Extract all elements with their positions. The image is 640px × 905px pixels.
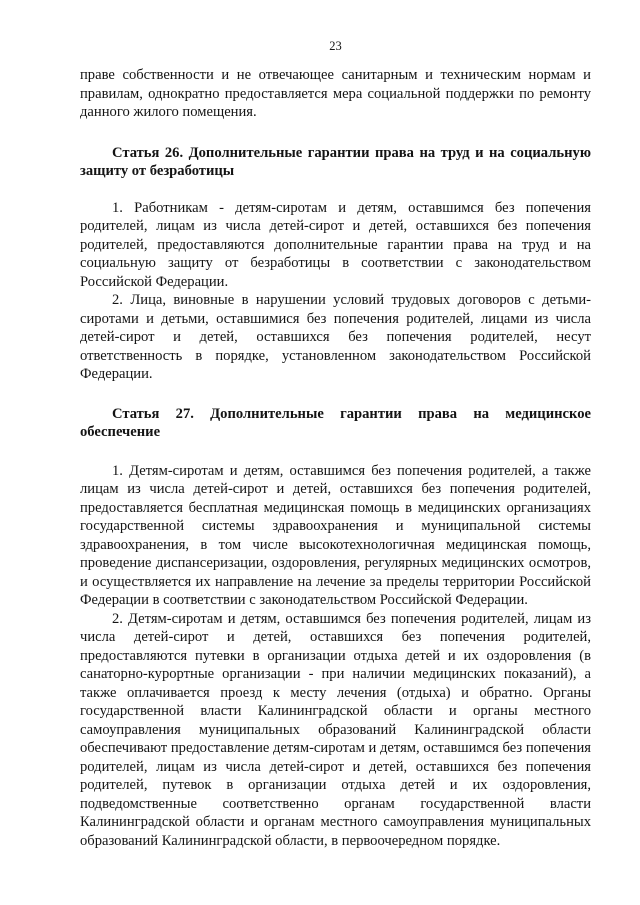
article-27-heading: Статья 27. Дополнительные гарантии права на медицинское обеспечение xyxy=(80,405,591,440)
article-27-item-2: 2. Детям-сиротам и детям, оставшимся без попечения родителей, лицам из числа детей-сирот и детей, оставшихся без попечения родителей, предоставляются путевки в организации отдыха детей и их оздоровления (в санаторно-курортные организации - при наличии медицинских показаний), а также оплачивается проезд к месту лечения (отдыха) и обратно. Органы государственной власти Калининградской области и органы местного самоуправления муниципальных образований Калининградской области обеспечивают предоставление детям-сиротам и детям, оставшимся без попечения родителей, лицам из числа детей-сирот и детей, оставшихся без попечения родителей, путевок в организации отдыха детей и их оздоровления, подведомственные соответственно органам государственной власти Калининградской области и органам местного самоуправления муниципальных образований Калининградской области, в первоочередном порядке. xyxy=(80,610,591,849)
continuation-paragraph: праве собственности и не отвечающее санитарным и техническим нормам и правилам, однократно предоставляется мера социальной поддержки по ремонту данного жилого помещения. xyxy=(80,67,591,120)
article-26-item-2: 2. Лица, виновные в нарушении условий трудовых договоров с детьми-сиротами и детьми, оставшимися без попечения родителей, лицами из числа детей-сирот и детей, оставшихся без попечения родителей, несут ответственность в порядке, установленном законодательством Российской Федерации. xyxy=(80,292,591,382)
article-26-heading: Статья 26. Дополнительные гарантии права на труд и на социальную защиту от безработицы xyxy=(80,144,591,179)
article-26-item-1: 1. Работникам - детям-сиротам и детям, оставшимся без попечения родителей, лицам из числа детей-сирот и детей, оставшихся без попечения родителей, предоставляются дополнительные гарантии права на труд и на социальную защиту от безработицы в соответствии с законодательством Российской Федерации. xyxy=(80,199,591,290)
article-27-item-1: 1. Детям-сиротам и детям, оставшимся без попечения родителей, а также лицам из числа детей-сирот и детей, оставшихся без попечения родителей, предоставляется бесплатная медицинская помощь в медицинских организациях государственной системы здравоохранения и муниципальной системы здравоохранения, в том числе высокотехнологичная медицинская помощь, проведение диспансеризации, оздоровления, регулярных медицинских осмотров, и осуществляется их направление на лечение за пределы территории Российской Федерации в соответствии с законодательством Российской Федерации. xyxy=(80,462,591,608)
page-number: 23 xyxy=(329,39,342,53)
